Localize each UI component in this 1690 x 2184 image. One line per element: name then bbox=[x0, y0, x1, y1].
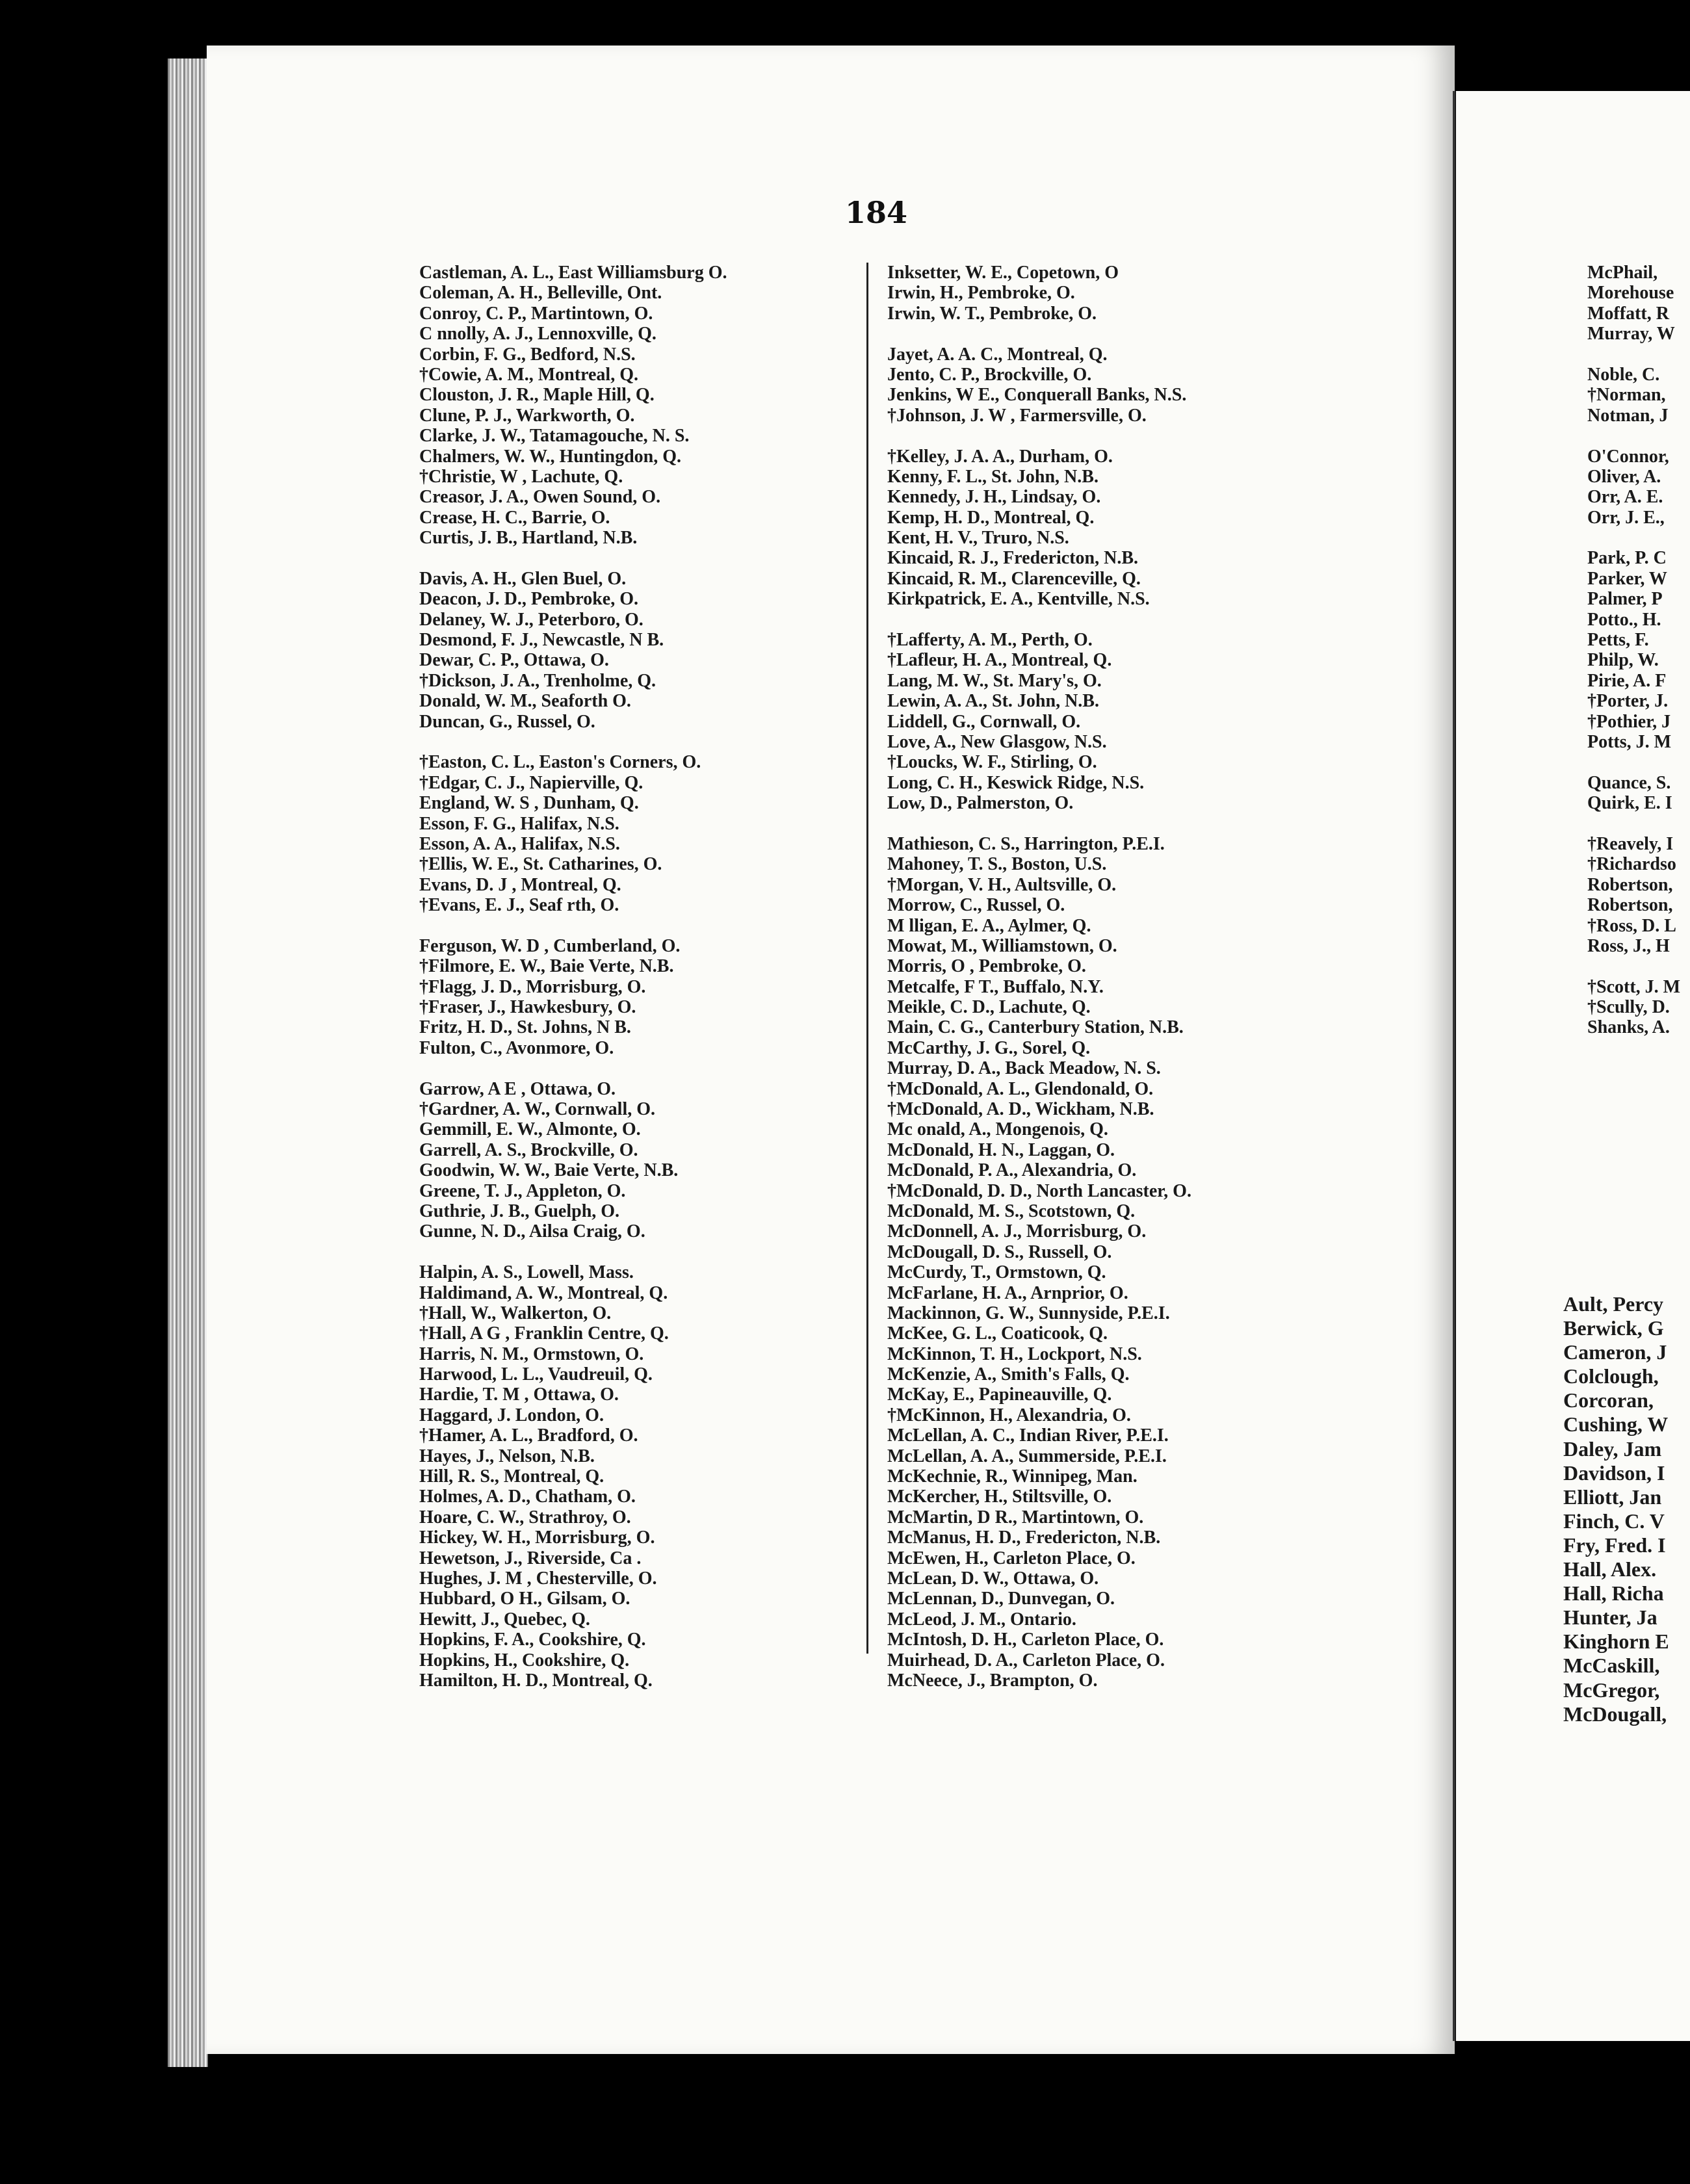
directory-entry: †Pothier, J bbox=[1587, 711, 1671, 732]
directory-entry: Petts, F. bbox=[1587, 630, 1649, 651]
directory-entry: Kincaid, R. M., Clarenceville, Q. bbox=[887, 568, 1141, 589]
directory-entry: †Johnson, J. W , Farmersville, O. bbox=[887, 405, 1147, 426]
directory-entry: Garrow, A E , Ottawa, O. bbox=[419, 1078, 616, 1099]
column-gap bbox=[419, 1058, 727, 1078]
directory-entry: †Hall, W., Walkerton, O. bbox=[419, 1303, 612, 1323]
directory-entry: †Lafleur, H. A., Montreal, Q. bbox=[887, 650, 1112, 671]
directory-entry: McLeod, J. M., Ontario. bbox=[887, 1609, 1076, 1630]
directory-entry: †Fraser, J., Hawkesbury, O. bbox=[419, 997, 636, 1018]
directory-entry: Meikle, C. D., Lachute, Q. bbox=[887, 997, 1091, 1018]
directory-entry: Hill, R. S., Montreal, Q. bbox=[419, 1466, 604, 1487]
directory-entry: Metcalfe, F T., Buffalo, N.Y. bbox=[887, 976, 1104, 997]
column-gap bbox=[419, 916, 727, 936]
directory-entry: Jayet, A. A. C., Montreal, Q. bbox=[887, 344, 1108, 365]
directory-entry: McDonald, H. N., Laggan, O. bbox=[887, 1139, 1115, 1160]
directory-entry: Murray, D. A., Back Meadow, N. S. bbox=[887, 1058, 1161, 1079]
directory-entry: McIntosh, D. H., Carleton Place, O. bbox=[887, 1630, 1164, 1650]
directory-entry: McManus, H. D., Fredericton, N.B. bbox=[887, 1528, 1161, 1548]
directory-entry: †Flagg, J. D., Morrisburg, O. bbox=[419, 976, 646, 997]
directory-entry: Delaney, W. J., Peterboro, O. bbox=[419, 609, 644, 630]
directory-entry: Clune, P. J., Warkworth, O. bbox=[419, 405, 635, 426]
directory-entry: Irwin, W. T., Pembroke, O. bbox=[887, 303, 1097, 324]
directory-entry: McKay, E., Papineauville, Q. bbox=[887, 1384, 1112, 1405]
directory-entry: Desmond, F. J., Newcastle, N B. bbox=[419, 630, 664, 651]
directory-entry: †Evans, E. J., Seaf rth, O. bbox=[419, 895, 619, 916]
directory-entry: †Morgan, V. H., Aultsville, O. bbox=[887, 874, 1117, 895]
directory-entry: Hayes, J., Nelson, N.B. bbox=[419, 1446, 595, 1466]
directory-entry: Harris, N. M., Ormstown, O. bbox=[419, 1344, 644, 1364]
directory-entry: Ross, J., H bbox=[1587, 935, 1670, 956]
directory-entry: Castleman, A. L., East Williamsburg O. bbox=[419, 263, 727, 283]
directory-entry: Liddell, G., Cornwall, O. bbox=[887, 711, 1081, 732]
directory-entry: McDougall, D. S., Russell, O. bbox=[887, 1242, 1112, 1262]
directory-entry: †Easton, C. L., Easton's Corners, O. bbox=[419, 752, 701, 773]
directory-entry: Creasor, J. A., Owen Sound, O. bbox=[419, 487, 661, 508]
directory-entry: Esson, F. G., Halifax, N.S. bbox=[419, 813, 619, 834]
directory-entry: Inksetter, W. E., Copetown, O bbox=[887, 263, 1119, 283]
directory-entry: Harwood, L. L., Vaudreuil, Q. bbox=[419, 1364, 653, 1385]
column-gap bbox=[419, 732, 727, 752]
directory-entry: McDougall, bbox=[1563, 1702, 1667, 1726]
directory-entry: M lligan, E. A., Aylmer, Q. bbox=[887, 915, 1091, 936]
directory-entry: Philp, W. bbox=[1587, 650, 1659, 671]
directory-entry: Fritz, H. D., St. Johns, N B. bbox=[419, 1017, 631, 1038]
directory-entry: Haldimand, A. W., Montreal, Q. bbox=[419, 1282, 668, 1303]
directory-entry: Hopkins, F. A., Cookshire, Q. bbox=[419, 1630, 646, 1650]
directory-entry: Conroy, C. P., Martintown, O. bbox=[419, 303, 653, 324]
directory-entry: McEwen, H., Carleton Place, O. bbox=[887, 1548, 1136, 1568]
directory-entry: McKinnon, T. H., Lockport, N.S. bbox=[887, 1344, 1142, 1364]
directory-entry: Kinghorn E bbox=[1563, 1630, 1669, 1654]
directory-entry: †Richardso bbox=[1587, 854, 1676, 875]
column-gap bbox=[1587, 814, 1680, 834]
directory-entry: McLennan, D., Dunvegan, O. bbox=[887, 1589, 1115, 1609]
directory-entry: Hickey, W. H., Morrisburg, O. bbox=[419, 1528, 655, 1548]
directory-entry: McCarthy, J. G., Sorel, Q. bbox=[887, 1037, 1091, 1058]
directory-entry: McNeece, J., Brampton, O. bbox=[887, 1670, 1098, 1691]
directory-entry: †Loucks, W. F., Stirling, O. bbox=[887, 752, 1097, 773]
directory-entry: Clarke, J. W., Tatamagouche, N. S. bbox=[419, 426, 690, 447]
page-number: 184 bbox=[845, 195, 908, 230]
book-spine bbox=[168, 58, 208, 2067]
directory-entry: Curtis, J. B., Hartland, N.B. bbox=[419, 528, 638, 549]
directory-entry: †Cowie, A. M., Montreal, Q. bbox=[419, 364, 638, 385]
directory-entry: Corcoran, bbox=[1563, 1388, 1654, 1412]
directory-entry: Moffatt, R bbox=[1587, 303, 1669, 324]
directory-entry: Jenkins, W E., Conquerall Banks, N.S. bbox=[887, 385, 1187, 406]
directory-entry: †Scully, D. bbox=[1587, 997, 1670, 1018]
directory-entry: †Reavely, I bbox=[1587, 833, 1674, 854]
directory-entry: Elliott, Jan bbox=[1563, 1485, 1662, 1509]
directory-entry: Oliver, A. bbox=[1587, 466, 1661, 487]
directory-entry: McPhail, bbox=[1587, 263, 1658, 283]
directory-entry: Morehouse bbox=[1587, 283, 1674, 304]
column-gap bbox=[887, 426, 1191, 446]
directory-column-1 bbox=[419, 263, 727, 1691]
directory-entry: Clouston, J. R., Maple Hill, Q. bbox=[419, 385, 655, 406]
directory-entry: McKechnie, R., Winnipeg, Man. bbox=[887, 1466, 1138, 1487]
directory-entry: †Ross, D. L bbox=[1587, 915, 1676, 936]
directory-entry: Donald, W. M., Seaforth O. bbox=[419, 691, 631, 712]
column-gap bbox=[1587, 956, 1680, 976]
directory-entry: Palmer, P bbox=[1587, 589, 1663, 610]
column-gap bbox=[419, 1242, 727, 1262]
directory-entry: †Christie, W , Lachute, Q. bbox=[419, 466, 623, 487]
directory-entry: Hunter, Ja bbox=[1563, 1606, 1658, 1630]
column-gap bbox=[419, 548, 727, 568]
directory-entry: McCurdy, T., Ormstown, Q. bbox=[887, 1262, 1106, 1283]
directory-entry: England, W. S , Dunham, Q. bbox=[419, 793, 639, 814]
directory-entry: Low, D., Palmerston, O. bbox=[887, 793, 1074, 814]
directory-entry: Orr, A. E. bbox=[1587, 487, 1663, 508]
directory-entry: McLean, D. W., Ottawa, O. bbox=[887, 1568, 1099, 1589]
directory-entry: Muirhead, D. A., Carleton Place, O. bbox=[887, 1650, 1165, 1670]
directory-entry: Coleman, A. H., Belleville, Ont. bbox=[419, 283, 662, 304]
directory-entry: Halpin, A. S., Lowell, Mass. bbox=[419, 1262, 634, 1283]
directory-entry: Daley, Jam bbox=[1563, 1436, 1662, 1461]
directory-entry: Jento, C. P., Brockville, O. bbox=[887, 364, 1092, 385]
directory-entry: Berwick, G bbox=[1563, 1316, 1664, 1340]
left-page bbox=[207, 46, 1455, 2054]
directory-entry: Crease, H. C., Barrie, O. bbox=[419, 507, 610, 528]
directory-entry: †McKinnon, H., Alexandria, O. bbox=[887, 1405, 1131, 1425]
directory-entry: Hewitt, J., Quebec, Q. bbox=[419, 1609, 590, 1630]
directory-entry: McDonnell, A. J., Morrisburg, O. bbox=[887, 1221, 1147, 1242]
directory-entry: Kennedy, J. H., Lindsay, O. bbox=[887, 487, 1101, 508]
directory-entry: Gemmill, E. W., Almonte, O. bbox=[419, 1119, 641, 1140]
column-divider bbox=[866, 263, 868, 1654]
directory-entry: Greene, T. J., Appleton, O. bbox=[419, 1180, 626, 1201]
directory-entry: Main, C. G., Canterbury Station, N.B. bbox=[887, 1017, 1184, 1038]
directory-entry: McGregor, bbox=[1563, 1678, 1660, 1702]
directory-entry: †McDonald, A. D., Wickham, N.B. bbox=[887, 1099, 1154, 1120]
directory-entry: Hardie, T. M , Ottawa, O. bbox=[419, 1384, 619, 1405]
directory-entry: Hall, Richa bbox=[1563, 1581, 1664, 1606]
directory-column-2 bbox=[887, 263, 1191, 1691]
directory-entry: Mc onald, A., Mongenois, Q. bbox=[887, 1119, 1108, 1140]
directory-entry: †Filmore, E. W., Baie Verte, N.B. bbox=[419, 956, 674, 977]
directory-entry: Shanks, A. bbox=[1587, 1017, 1670, 1038]
directory-entry: †Kelley, J. A. A., Durham, O. bbox=[887, 446, 1113, 467]
directory-entry: †McDonald, A. L., Glendonald, O. bbox=[887, 1078, 1154, 1099]
directory-entry: Robertson, bbox=[1587, 874, 1673, 895]
directory-entry: Finch, C. V bbox=[1563, 1509, 1665, 1533]
directory-entry: McDonald, M. S., Scotstown, Q. bbox=[887, 1201, 1136, 1221]
directory-entry: McLellan, A. A., Summerside, P.E.I. bbox=[887, 1446, 1167, 1466]
directory-entry: Mathieson, C. S., Harrington, P.E.I. bbox=[887, 833, 1165, 854]
directory-entry: Kirkpatrick, E. A., Kentville, N.S. bbox=[887, 589, 1150, 610]
directory-entry: Morris, O , Pembroke, O. bbox=[887, 956, 1086, 977]
column-gap bbox=[1587, 344, 1680, 365]
directory-entry: McKercher, H., Stiltsville, O. bbox=[887, 1487, 1112, 1507]
directory-entry: Irwin, H., Pembroke, O. bbox=[887, 283, 1075, 304]
directory-entry: †Norman, bbox=[1587, 385, 1666, 406]
directory-entry: Duncan, G., Russel, O. bbox=[419, 711, 595, 732]
directory-entry: Fry, Fred. I bbox=[1563, 1533, 1666, 1557]
directory-entry: Gunne, N. D., Ailsa Craig, O. bbox=[419, 1221, 645, 1242]
directory-entry: McDonald, P. A., Alexandria, O. bbox=[887, 1160, 1137, 1181]
directory-entry: Kincaid, R. J., Fredericton, N.B. bbox=[887, 548, 1139, 569]
directory-entry: McFarlane, H. A., Arnprior, O. bbox=[887, 1282, 1128, 1303]
directory-entry: Dewar, C. P., Ottawa, O. bbox=[419, 650, 609, 671]
directory-entry: Love, A., New Glasgow, N.S. bbox=[887, 731, 1107, 752]
directory-entry: Noble, C. bbox=[1587, 364, 1660, 385]
directory-entry: Quirk, E. I bbox=[1587, 793, 1672, 814]
column-gap bbox=[887, 610, 1191, 630]
directory-entry: Potts, J. M bbox=[1587, 731, 1672, 752]
directory-entry: Esson, A. A., Halifax, N.S. bbox=[419, 833, 620, 854]
directory-entry: Cushing, W bbox=[1563, 1412, 1669, 1436]
page-gutter bbox=[1453, 91, 1455, 2041]
directory-entry: Evans, D. J , Montreal, Q. bbox=[419, 874, 621, 895]
directory-entry: McCaskill, bbox=[1563, 1654, 1660, 1678]
directory-entry: Robertson, bbox=[1587, 895, 1673, 916]
directory-entry: Lewin, A. A., St. John, N.B. bbox=[887, 691, 1099, 712]
directory-entry: †Dickson, J. A., Trenholme, Q. bbox=[419, 670, 656, 691]
directory-entry: Notman, J bbox=[1587, 405, 1669, 426]
directory-entry: Ferguson, W. D , Cumberland, O. bbox=[419, 935, 681, 956]
column-gap bbox=[887, 814, 1191, 834]
directory-column-3-bottom bbox=[1563, 1292, 1669, 1726]
directory-entry: Orr, J. E., bbox=[1587, 507, 1665, 528]
directory-entry: Hopkins, H., Cookshire, Q. bbox=[419, 1650, 630, 1670]
directory-entry: Mowat, M., Williamstown, O. bbox=[887, 935, 1117, 956]
directory-column-3-top bbox=[1587, 263, 1680, 1038]
directory-entry: Potto., H. bbox=[1587, 609, 1661, 630]
directory-entry: †Porter, J. bbox=[1587, 691, 1669, 712]
directory-entry: Parker, W bbox=[1587, 568, 1667, 589]
directory-entry: Hubbard, O H., Gilsam, O. bbox=[419, 1589, 630, 1609]
directory-entry: Quance, S. bbox=[1587, 772, 1671, 793]
directory-entry: Murray, W bbox=[1587, 324, 1675, 344]
directory-entry: Holmes, A. D., Chatham, O. bbox=[419, 1487, 636, 1507]
directory-entry: Morrow, C., Russel, O. bbox=[887, 895, 1065, 916]
directory-entry: †Scott, J. M bbox=[1587, 976, 1681, 997]
directory-entry: C nnolly, A. J., Lennoxville, Q. bbox=[419, 324, 656, 344]
directory-entry: McKenzie, A., Smith's Falls, Q. bbox=[887, 1364, 1130, 1385]
column-gap bbox=[887, 324, 1191, 344]
directory-entry: †Lafferty, A. M., Perth, O. bbox=[887, 630, 1093, 651]
directory-entry: Fulton, C., Avonmore, O. bbox=[419, 1037, 614, 1058]
directory-entry: Kemp, H. D., Montreal, Q. bbox=[887, 507, 1095, 528]
directory-entry: McLellan, A. C., Indian River, P.E.I. bbox=[887, 1425, 1169, 1446]
directory-entry: Hughes, J. M , Chesterville, O. bbox=[419, 1568, 657, 1589]
directory-entry: Colclough, bbox=[1563, 1364, 1659, 1388]
directory-entry: Pirie, A. F bbox=[1587, 670, 1667, 691]
directory-entry: Chalmers, W. W., Huntingdon, Q. bbox=[419, 446, 682, 467]
directory-entry: Long, C. H., Keswick Ridge, N.S. bbox=[887, 772, 1145, 793]
directory-entry: Park, P. C bbox=[1587, 548, 1667, 569]
directory-entry: Davis, A. H., Glen Buel, O. bbox=[419, 568, 627, 589]
directory-entry: Davidson, I bbox=[1563, 1461, 1665, 1485]
directory-entry: Deacon, J. D., Pembroke, O. bbox=[419, 589, 638, 610]
directory-entry: Lang, M. W., St. Mary's, O. bbox=[887, 670, 1102, 691]
directory-entry: Ault, Percy bbox=[1563, 1292, 1664, 1316]
directory-entry: Garrell, A. S., Brockville, O. bbox=[419, 1139, 638, 1160]
directory-entry: †Hamer, A. L., Bradford, O. bbox=[419, 1425, 638, 1446]
directory-entry: Kenny, F. L., St. John, N.B. bbox=[887, 466, 1098, 487]
directory-entry: †Gardner, A. W., Cornwall, O. bbox=[419, 1099, 656, 1120]
directory-entry: O'Connor, bbox=[1587, 446, 1669, 467]
column-gap bbox=[1587, 752, 1680, 772]
directory-entry: †Ellis, W. E., St. Catharines, O. bbox=[419, 854, 662, 875]
directory-entry: Corbin, F. G., Bedford, N.S. bbox=[419, 344, 636, 365]
directory-entry: Hoare, C. W., Strathroy, O. bbox=[419, 1507, 631, 1528]
directory-entry: †McDonald, D. D., North Lancaster, O. bbox=[887, 1180, 1191, 1201]
directory-entry: Mahoney, T. S., Boston, U.S. bbox=[887, 854, 1107, 875]
directory-entry: Goodwin, W. W., Baie Verte, N.B. bbox=[419, 1160, 679, 1181]
directory-entry: Hewetson, J., Riverside, Ca . bbox=[419, 1548, 642, 1568]
directory-entry: McMartin, D R., Martintown, O. bbox=[887, 1507, 1144, 1528]
directory-entry: †Hall, A G , Franklin Centre, Q. bbox=[419, 1323, 669, 1344]
directory-entry: Cameron, J bbox=[1563, 1340, 1667, 1364]
column-gap bbox=[1587, 528, 1680, 548]
directory-entry: †Edgar, C. J., Napierville, Q. bbox=[419, 772, 644, 793]
directory-entry: Haggard, J. London, O. bbox=[419, 1405, 604, 1425]
directory-entry: Kent, H. V., Truro, N.S. bbox=[887, 528, 1069, 549]
directory-entry: McKee, G. L., Coaticook, Q. bbox=[887, 1323, 1108, 1344]
column-gap bbox=[1587, 426, 1680, 446]
directory-entry: Mackinnon, G. W., Sunnyside, P.E.I. bbox=[887, 1303, 1170, 1323]
directory-entry: Hamilton, H. D., Montreal, Q. bbox=[419, 1670, 653, 1691]
directory-entry: Hall, Alex. bbox=[1563, 1557, 1657, 1581]
directory-entry: Guthrie, J. B., Guelph, O. bbox=[419, 1201, 620, 1221]
